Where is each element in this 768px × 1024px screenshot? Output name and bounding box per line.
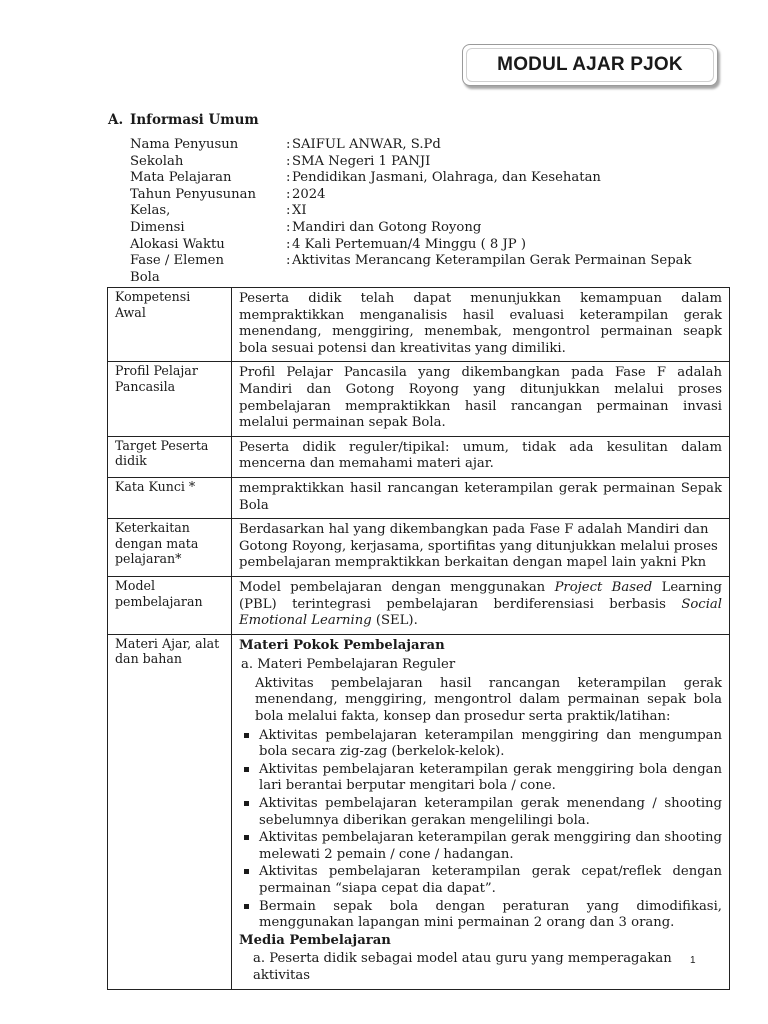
table-row bbox=[108, 576, 730, 634]
page-number: 1 bbox=[690, 955, 696, 966]
table-row bbox=[108, 288, 730, 362]
info-row-fase bbox=[130, 253, 692, 270]
info-label: Dimensi bbox=[130, 219, 185, 235]
module-info-table bbox=[107, 287, 730, 990]
info-row-tahun bbox=[130, 187, 692, 204]
materi-heading: Materi Pokok Pembelajaran bbox=[239, 637, 445, 653]
table-row bbox=[108, 519, 730, 577]
model-text-italic-1: Project Based bbox=[554, 579, 653, 595]
row-value: mempraktikkan hasil rancangan keterampilan gerak permainan Sepak Bola bbox=[232, 477, 730, 518]
list-item: Bermain sepak bola dengan peraturan yang dimodifikasi, menggunakan lapangan mini permainan 2 orang dan 3 orang. bbox=[239, 899, 722, 932]
module-title: MODUL AJAR PJOK bbox=[497, 54, 683, 75]
info-separator: : bbox=[286, 170, 291, 186]
info-continuation: Bola bbox=[130, 269, 160, 285]
row-key: Keterkaitan dengan mata pelajaran* bbox=[108, 519, 232, 577]
info-value: 4 Kali Pertemuan/4 Minggu ( 8 JP ) bbox=[292, 236, 526, 252]
table-row bbox=[108, 362, 730, 436]
list-item: Aktivitas pembelajaran keterampilan menggiring dan mengumpan bola secara zig-zag (berkelok-kelok). bbox=[239, 728, 722, 761]
section-label: Informasi Umum bbox=[130, 112, 259, 128]
info-value: XI bbox=[292, 203, 307, 219]
model-text-1: Model pembelajaran dengan menggunakan bbox=[239, 579, 555, 595]
info-label: Kelas, bbox=[130, 203, 171, 219]
info-value: Mandiri dan Gotong Royong bbox=[292, 219, 482, 235]
info-label: Sekolah bbox=[130, 153, 184, 169]
module-title-box bbox=[462, 44, 718, 86]
info-row-alokasi bbox=[130, 237, 692, 254]
info-label: Fase / Elemen bbox=[130, 253, 224, 269]
section-letter: A. bbox=[108, 112, 124, 128]
info-value: SAIFUL ANWAR, S.Pd bbox=[292, 137, 441, 152]
materi-subheading: a. Materi Pembelajaran Reguler bbox=[241, 657, 456, 673]
media-heading: Media Pembelajaran bbox=[239, 932, 391, 948]
row-key: Profil Pelajar Pancasila bbox=[108, 362, 232, 436]
row-key: Model pembelajaran bbox=[108, 576, 232, 634]
model-text-3: (SEL). bbox=[371, 613, 418, 629]
info-row-sekolah bbox=[130, 154, 692, 171]
info-row-nama bbox=[130, 137, 692, 154]
materi-intro: Aktivitas pembelajaran hasil rancangan keterampilan gerak menendang, menggiring, mengontrol dalam permainan sepak bola bola melalui fakta, konsep dan prosedur serta praktik/latihan: bbox=[255, 675, 722, 725]
materi-bullet-list bbox=[239, 728, 722, 932]
info-label: Nama Penyusun bbox=[130, 137, 239, 152]
list-item: Aktivitas pembelajaran keterampilan gerak menendang / shooting sebelumnya diberikan gerakan mengelilingi bola. bbox=[239, 796, 722, 829]
row-key: Kompetensi Awal bbox=[108, 288, 232, 362]
table-row bbox=[108, 477, 730, 518]
row-key: Kata Kunci * bbox=[108, 477, 232, 518]
list-item: Aktivitas pembelajaran keterampilan gerak menggiring dan shooting melewati 2 pemain / cone / hadangan. bbox=[239, 830, 722, 863]
row-key: Materi Ajar, alat dan bahan bbox=[108, 634, 232, 989]
row-value: Profil Pelajar Pancasila yang dikembangkan pada Fase F adalah Mandiri dan Gotong Royong yang ditunjukkan melalui proses pembelajaran mempraktikkan hasil rancangan permainan invasi melalui permainan sepak Bola. bbox=[232, 362, 730, 436]
media-item-a: a. Peserta didik sebagai model atau guru yang memperagakan aktivitas bbox=[253, 951, 672, 983]
info-label: Mata Pelajaran bbox=[130, 170, 232, 186]
info-label: Tahun Penyusunan bbox=[130, 186, 256, 202]
model-text-italic-2: Social Emotional Learning bbox=[239, 596, 722, 629]
list-item: Aktivitas pembelajaran keterampilan gerak cepat/reflek dengan permainan “siapa cepat dia dapat”. bbox=[239, 864, 722, 897]
info-separator: : bbox=[286, 203, 291, 219]
table-row bbox=[108, 634, 730, 989]
info-value: Pendidikan Jasmani, Olahraga, dan Kesehatan bbox=[292, 170, 601, 186]
row-value: Peserta didik reguler/tipikal: umum, tidak ada kesulitan dalam mencerna dan memahami materi ajar. bbox=[232, 436, 730, 477]
row-value: Peserta didik telah dapat menunjukkan kemampuan dalam mempraktikkan menganalisis hasil evaluasi keterampilan gerak menendang, menggiring, menembak, mengontrol permainan seapk bola sesuai potensi dan kreativitas yang dimiliki. bbox=[232, 288, 730, 362]
general-info-list bbox=[130, 137, 692, 286]
row-value: Berdasarkan hal yang dikembangkan pada Fase F adalah Mandiri dan Gotong Royong, kerjasama, sportifitas yang ditunjukkan melalui proses pembelajaran mempraktikkan berkaitan dengan mapel lain yakni Pkn bbox=[232, 519, 730, 577]
info-separator: : bbox=[286, 186, 291, 202]
info-value: Aktivitas Merancang Keterampilan Gerak Permainan Sepak bbox=[292, 253, 692, 269]
info-value: SMA Negeri 1 PANJI bbox=[292, 153, 431, 169]
info-separator: : bbox=[286, 236, 291, 252]
section-heading bbox=[108, 112, 259, 128]
info-separator: : bbox=[286, 253, 291, 269]
info-row-kelas bbox=[130, 203, 692, 220]
info-row-dimensi bbox=[130, 220, 692, 237]
list-item: Aktivitas pembelajaran keterampilan gerak menggiring bola dengan lari berantai berputar mengitari bola / cone. bbox=[239, 762, 722, 795]
row-key: Target Peserta didik bbox=[108, 436, 232, 477]
info-value: 2024 bbox=[292, 186, 326, 202]
materi-value bbox=[232, 634, 730, 989]
table-row bbox=[108, 436, 730, 477]
info-row-mapel bbox=[130, 170, 692, 187]
info-separator: : bbox=[286, 219, 291, 235]
model-text-2: Learning (PBL) terintegrasi pembelajaran berdiferensiasi berbasis bbox=[239, 579, 722, 612]
info-separator: : bbox=[286, 153, 291, 169]
info-separator: : bbox=[286, 137, 291, 152]
model-value bbox=[232, 576, 730, 634]
info-label: Alokasi Waktu bbox=[130, 236, 225, 252]
